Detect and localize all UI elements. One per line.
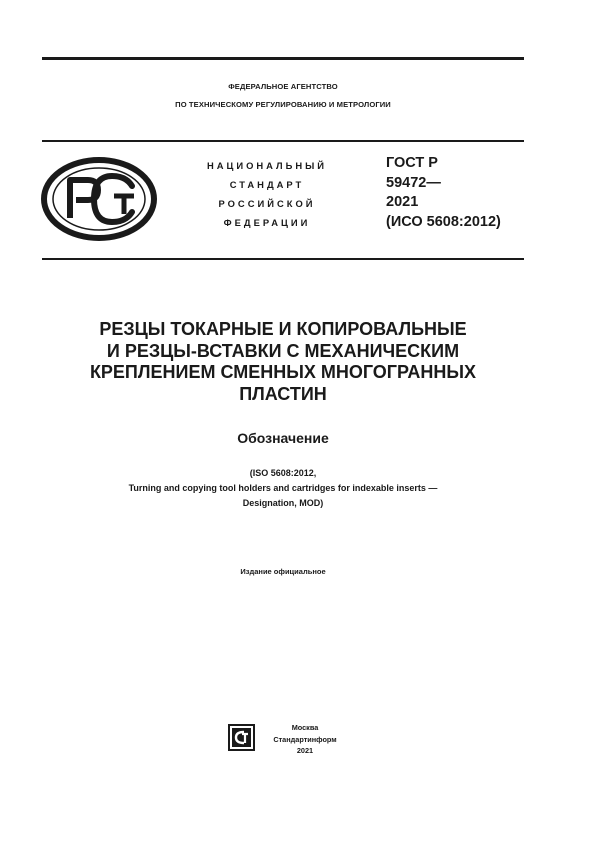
gost-line: ГОСТ Р (386, 155, 438, 171)
document-subtitle: Обозначение (237, 430, 329, 446)
header-rule (42, 140, 524, 142)
agency-name-line1: ФЕДЕРАЛЬНОЕ АГЕНТСТВО (228, 82, 338, 91)
gost-iso-equivalent: (ИСО 5608:2012) (386, 213, 501, 230)
rst-certification-mark-icon (40, 156, 158, 242)
gost-designation (386, 154, 501, 232)
edition-note: Издание официальное (240, 567, 326, 576)
national-standard-label (178, 156, 356, 232)
title-line: РЕЗЦЫ ТОКАРНЫЕ И КОПИРОВАЛЬНЫЕ (99, 319, 467, 339)
title-line: ПЛАСТИН (239, 383, 327, 404)
publisher-info (262, 722, 348, 757)
header-bottom-rule (42, 258, 524, 260)
iso-reference-line: Designation, MOD) (242, 498, 324, 508)
iso-reference (42, 466, 524, 511)
iso-reference-line: Turning and copying tool holders and cartridges for indexable inserts — (128, 483, 438, 493)
national-standard-line: РОССИЙСКОЙ (218, 198, 316, 209)
publisher-name: Стандартинформ (273, 734, 337, 744)
national-standard-line: ФЕДЕРАЦИИ (223, 217, 311, 228)
agency-name-line2: ПО ТЕХНИЧЕСКОМУ РЕГУЛИРОВАНИЮ И МЕТРОЛОГИИ (175, 100, 391, 109)
iso-reference-line: (ISO 5608:2012, (249, 468, 317, 478)
gost-year: 2021 (386, 194, 419, 210)
title-line: КРЕПЛЕНИЕМ СМЕННЫХ МНОГОГРАННЫХ (89, 362, 477, 382)
gost-number: 59472— (386, 174, 441, 191)
standartinform-logo-icon (228, 724, 255, 751)
title-line: И РЕЗЦЫ-ВСТАВКИ С МЕХАНИЧЕСКИМ (106, 340, 460, 361)
publisher-city: Москва (291, 723, 319, 732)
national-standard-line: НАЦИОНАЛЬНЫЙ (206, 160, 328, 171)
national-standard-line: СТАНДАРТ (229, 179, 305, 190)
document-title (42, 319, 524, 405)
top-rule (42, 57, 524, 60)
publisher-year: 2021 (296, 746, 314, 755)
